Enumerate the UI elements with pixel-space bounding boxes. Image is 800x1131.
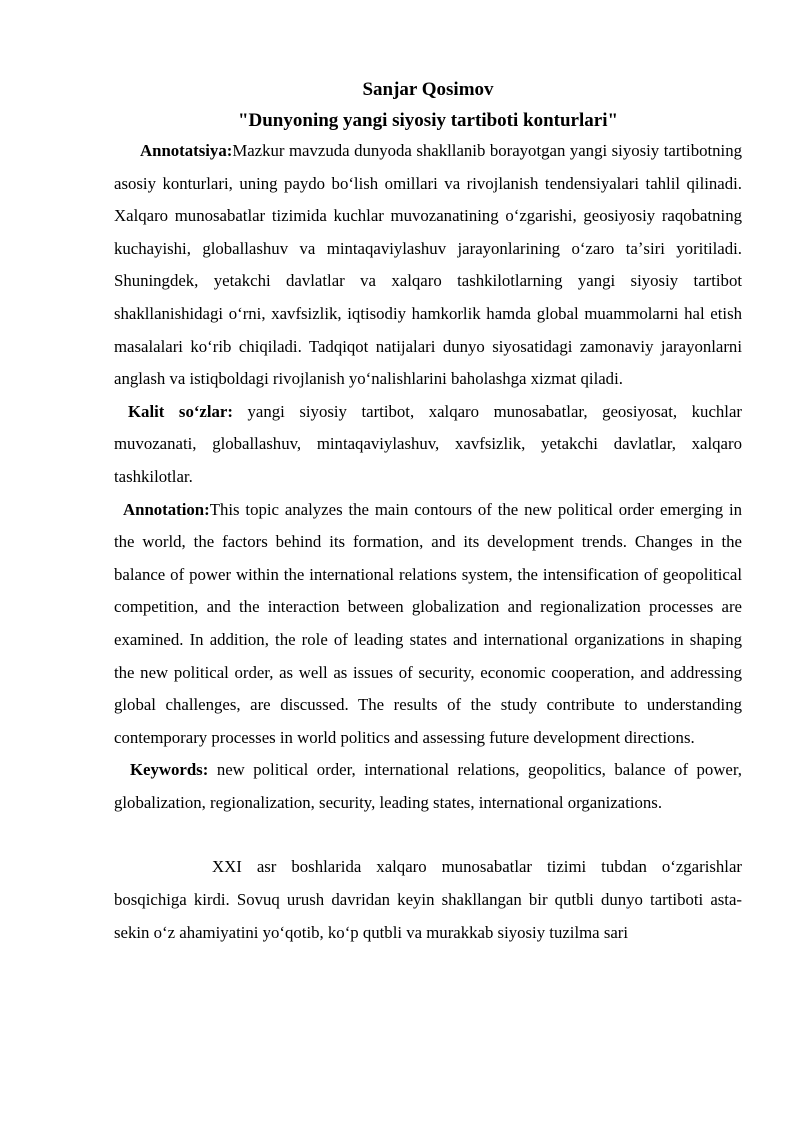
annotation-uz-text: Mazkur mavzuda dunyoda shakllanib borayotgan yangi siyosiy tartibotning asosiy konturlari, uning paydo boʻlish omillari va rivojlanish tendensiyalari tahlil qilinadi. Xalqaro munosabatlar tizimida kuchlar muvozanatining oʻzgarishi, geosiyosiy raqobatning kuchayishi, globallashuv va mintaqaviylashuv jarayonlarining oʻzaro taʼsiri yoritiladi. Shuningdek, yetakchi davlatlar va xalqaro tashkilotlarning yangi siyosiy tartibot shakllanishidagi oʻrni, xavfsizlik, iqtisodiy hamkorlik hamda global muammolarni hal etish masalalari koʻrib chiqiladi. Tadqiqot natijalari dunyo siyosatidagi zamonaviy jarayonlarni anglash va istiqboldagi rivojlanish yoʻnalishlarini baholashga xizmat qiladi. <box>114 141 742 389</box>
keywords-en-label: Keywords: <box>130 760 209 780</box>
intro-paragraph: XXI asr boshlarida xalqaro munosabatlar tizimi tubdan oʻzgarishlar bosqichiga kirdi. Sovuq urush davridan keyin shakllangan bir qutbli dunyo tartiboti asta-sekin oʻz ahamiyatini yoʻqotib, koʻp qutbli va murakkab siyosiy tuzilma sari <box>114 857 742 942</box>
author-name: Sanjar Qosimov <box>362 79 494 100</box>
text-column <box>114 76 742 949</box>
keywords-uz-label: Kalit soʻzlar: <box>128 401 233 421</box>
keywords-uz-text: yangi siyosiy tartibot, xalqaro munosabatlar, geosiyosat, kuchlar muvozanati, globallashuv, mintaqaviylashuv, xavfsizlik, yetakchi davlatlar, xalqaro tashkilotlar. <box>114 401 742 486</box>
annotation-en-label: Annotation: <box>123 499 210 519</box>
annotation-uz <box>114 135 742 396</box>
keywords-en <box>114 754 742 819</box>
annotation-uz-label: Annotatsiya: <box>140 141 233 160</box>
annotation-en <box>114 494 742 755</box>
annotation-en-text: This topic analyzes the main contours of the new political order emerging in the world, the factors behind its formation, and its development trends. Changes in the balance of power within the international relations system, the intensification of geopolitical competition, and the interaction between globalization and regionalization processes are examined. In addition, the role of leading states and international organizations in shaping the new political order, as well as issues of security, economic cooperation, and addressing global challenges, are discussed. The results of the study contribute to understanding contemporary processes in world politics and assessing future development directions. <box>114 499 742 747</box>
keywords-uz <box>114 396 742 494</box>
paper-title: "Dunyoning yangi siyosiy tartiboti konturlari" <box>237 110 619 131</box>
keywords-en-text: new political order, international relations, geopolitics, balance of power, globalization, regionalization, security, leading states, international organizations. <box>114 760 742 812</box>
